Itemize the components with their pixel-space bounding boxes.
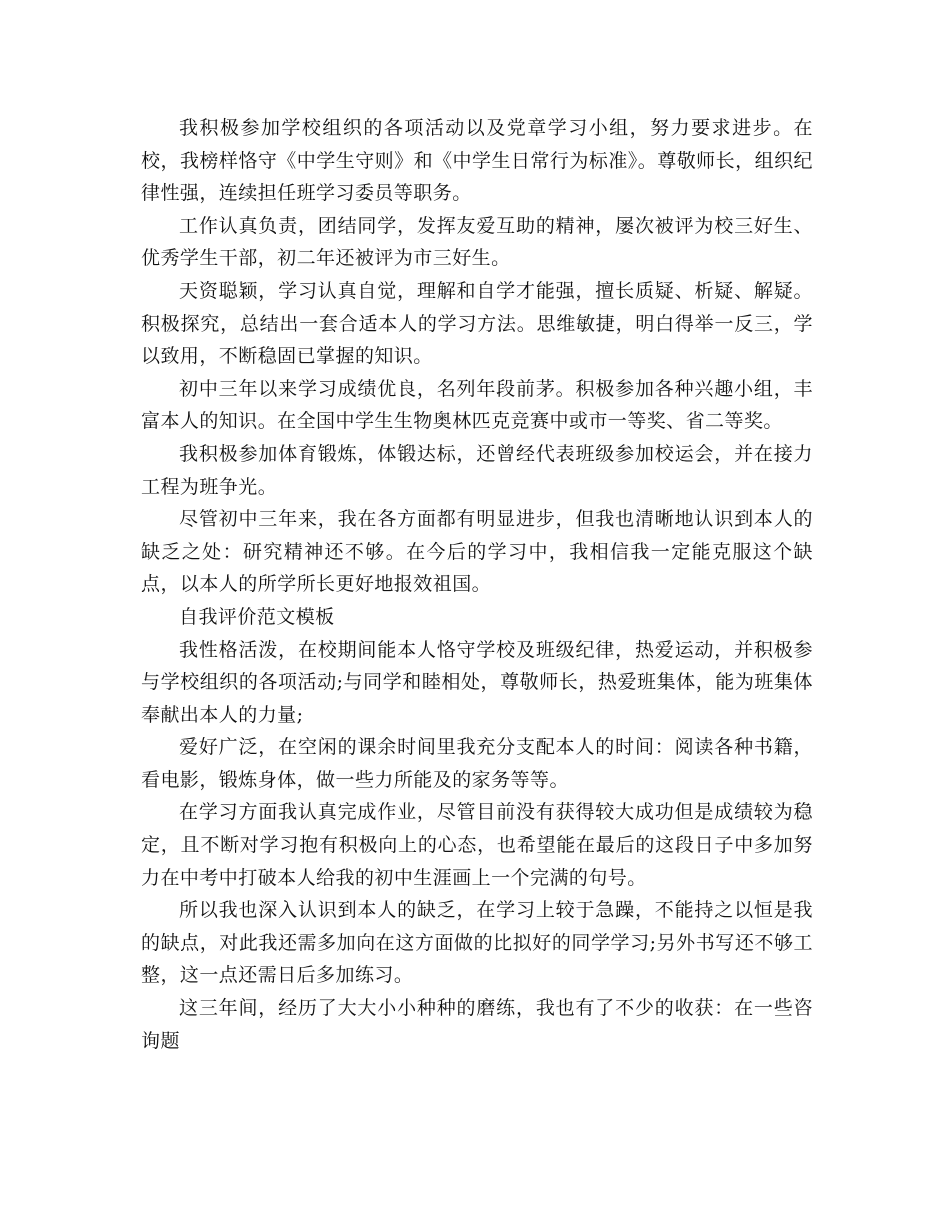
paragraph-academic-results: 初中三年以来学习成绩优良，名列年段前茅。积极参加各种兴趣小组，丰富本人的知识。在全国中学生生物奥林匹克竞赛中或市一等奖、省二等奖。 xyxy=(141,377,813,433)
paragraph-learning-ability: 天资聪颖，学习认真自觉，理解和自学才能强，擅长质疑、析疑、解疑。积极探究，总结出一套合适本人的学习方法。思维敏捷，明白得举一反三，学以致用，不断稳固已掌握的知识。 xyxy=(141,279,813,368)
section-heading: 自我评价范文模板 xyxy=(179,605,335,628)
paragraph-work-attitude: 工作认真负责，团结同学，发挥友爱互助的精神，屡次被评为校三好生、优秀学生干部，初二年还被评为市三好生。 xyxy=(141,214,813,270)
paragraph-personality: 我性格活泼，在校期间能本人恪守学校及班级纪律，热爱运动，并积极参与学校组织的各项活动;与同学和睦相处，尊敬师长，热爱班集体，能为班集体奉献出本人的力量; xyxy=(141,638,813,726)
paragraph-hobbies: 爱好广泛，在空闲的课余时间里我充分支配本人的时间：阅读各种书籍，看电影，锻炼身体，做一些力所能及的家务等等。 xyxy=(141,736,813,791)
paragraph-activities: 我积极参加学校组织的各项活动以及党章学习小组，努力要求进步。在校，我榜样恪守《中学生守则》和《中学生日常行为标准》。尊敬师长，组织纪律性强，连续担任班学习委员等职务。 xyxy=(141,117,813,205)
paragraph-shortcomings: 尽管初中三年来，我在各方面都有明显进步，但我也清晰地认识到本人的缺乏之处：研究精神还不够。在今后的学习中，我相信我一定能克服这个缺点，以本人的所学所长更好地报效祖国。 xyxy=(141,508,813,596)
document-page xyxy=(141,112,813,1057)
paragraph-weaknesses: 所以我也深入认识到本人的缺乏，在学习上较于急躁，不能持之以恒是我的缺点，对此我还需多加向在这方面做的比拟好的同学学习;另外书写还不够工整，这一点还需日后多加练习。 xyxy=(141,899,813,987)
paragraph-study-attitude: 在学习方面我认真完成作业，尽管目前没有获得较大成功但是成绩较为稳定，且不断对学习抱有积极向上的心态，也希望能在最后的这段日子中多加努力在中考中打破本人给我的初中生涯画上一个完满的句号。 xyxy=(141,801,813,889)
paragraph-sports: 我积极参加体育锻炼，体锻达标，还曾经代表班级参加校运会，并在接力工程为班争光。 xyxy=(141,442,813,498)
paragraph-gains: 这三年间，经历了大大小小种种的磨练，我也有了不少的收获：在一些咨询题 xyxy=(141,997,813,1052)
